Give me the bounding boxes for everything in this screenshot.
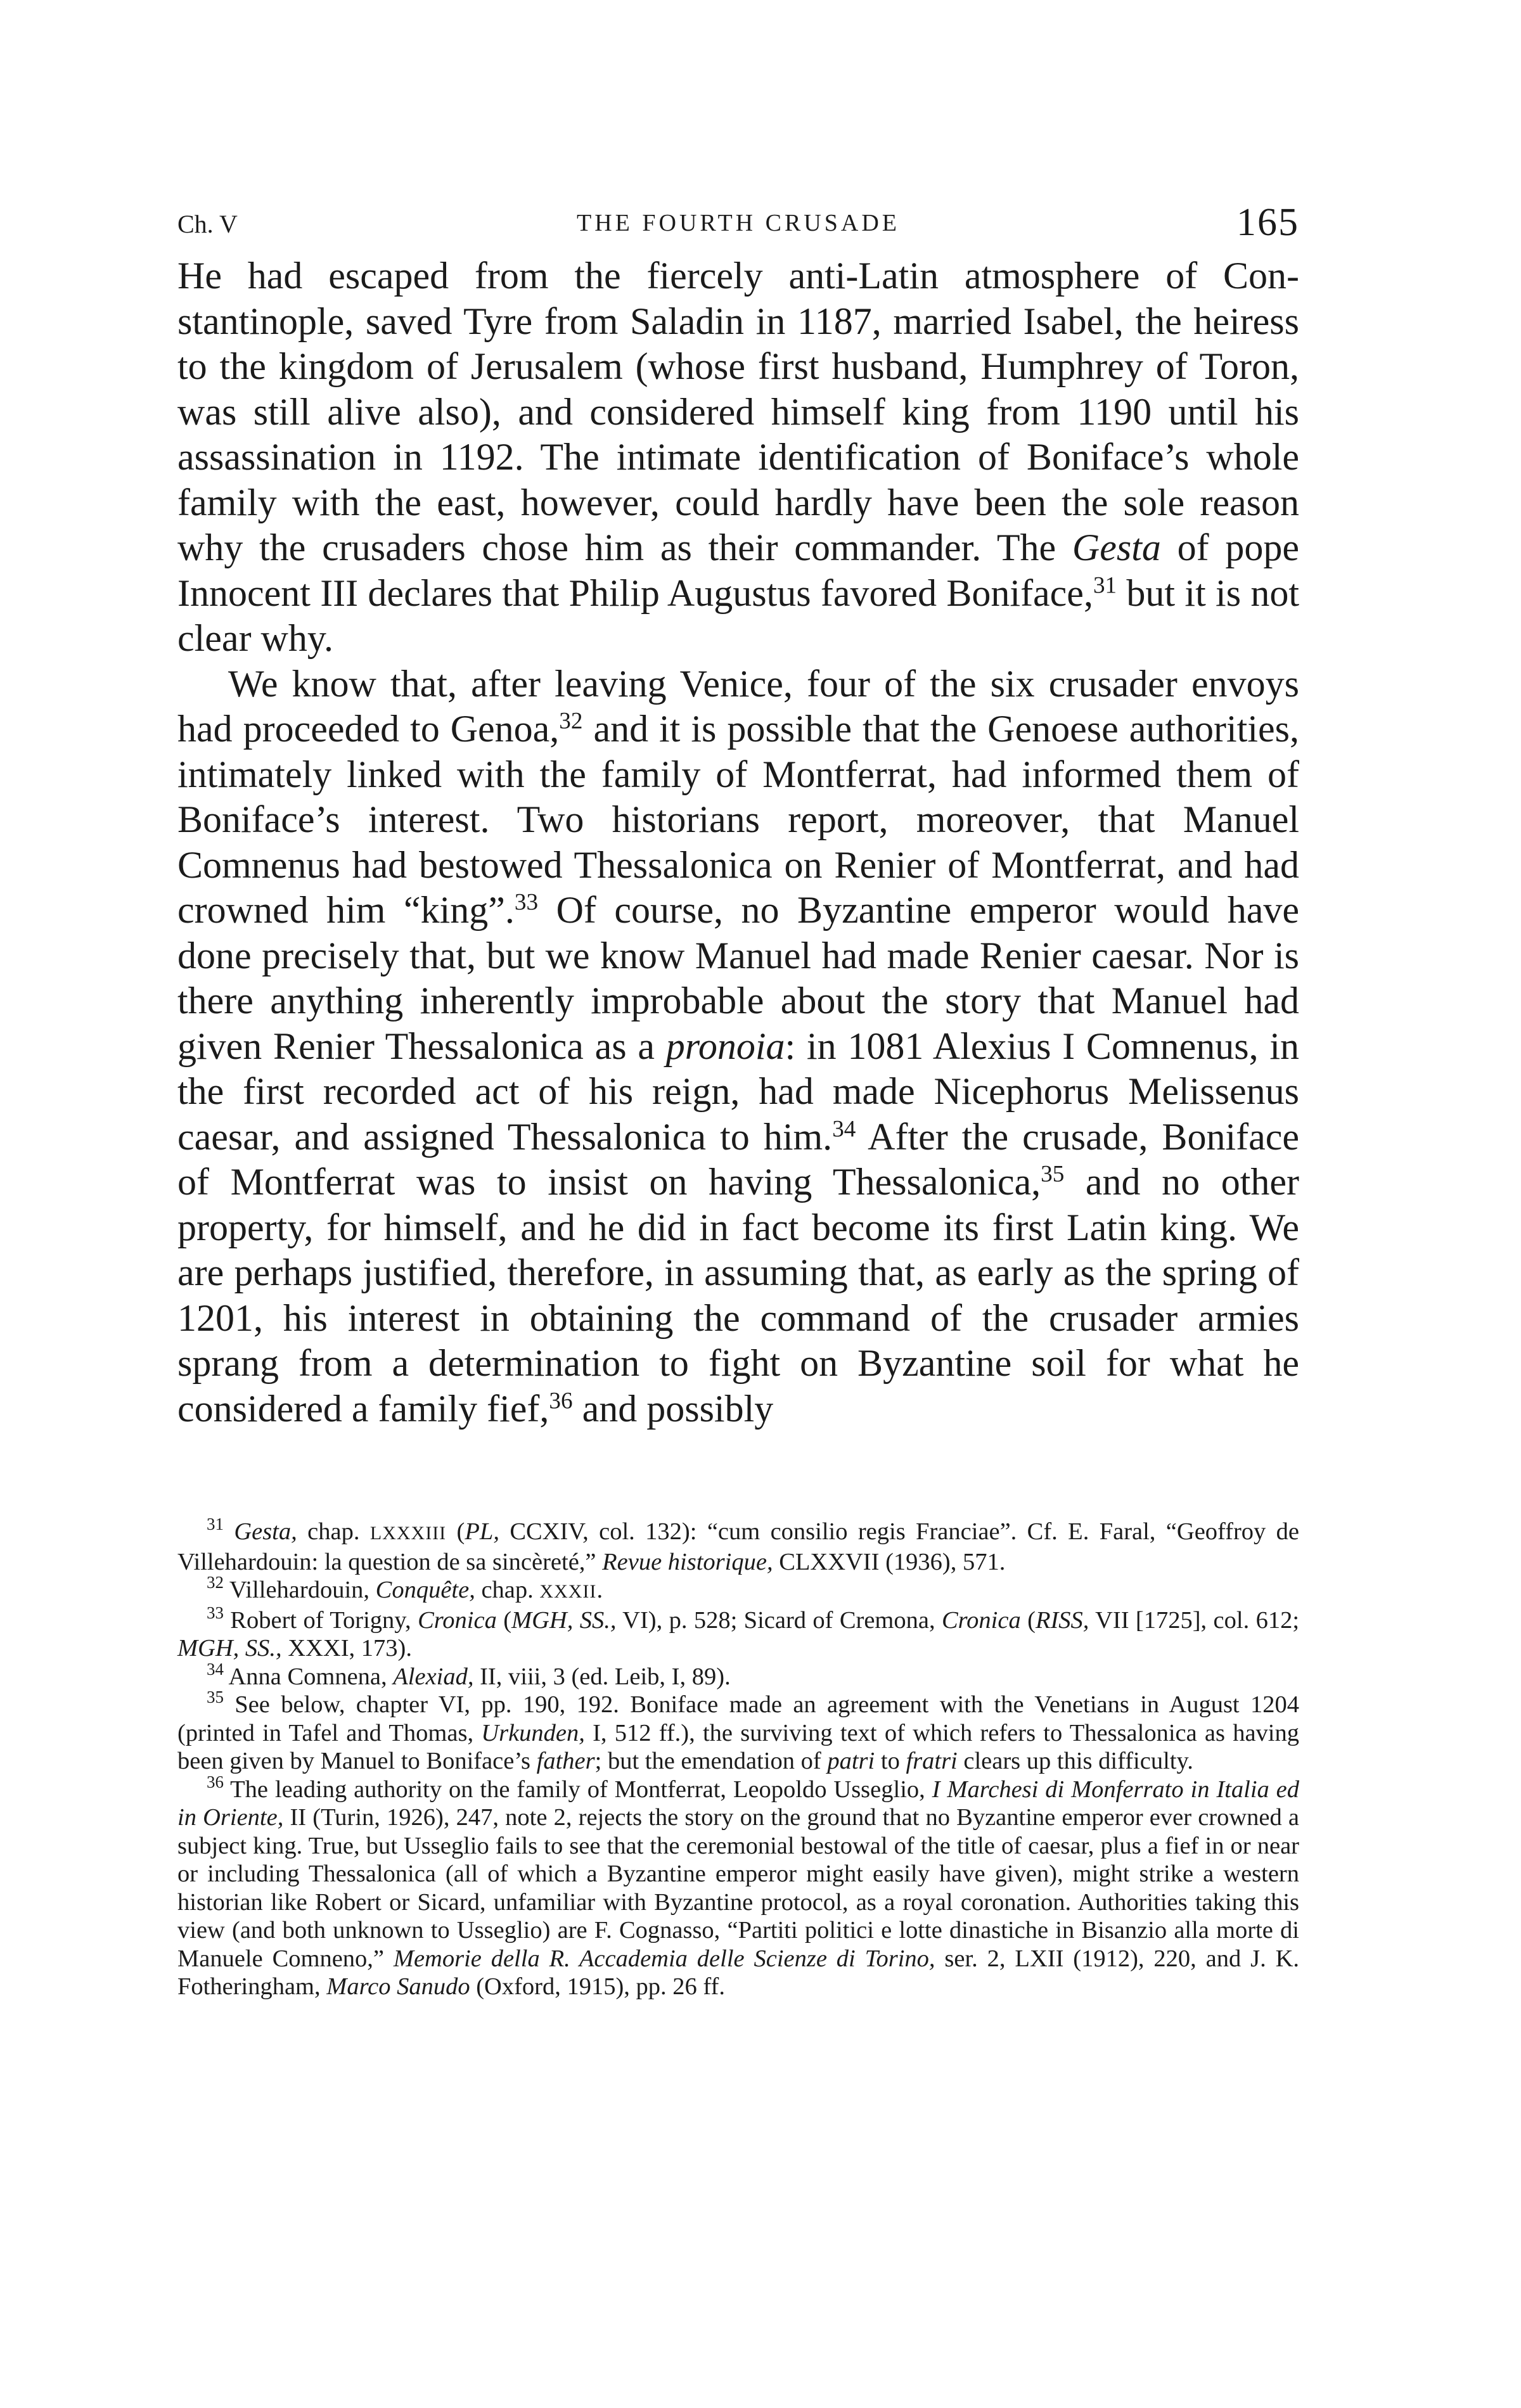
footnote-ref-34[interactable]: 34 [832,1116,856,1143]
running-head [177,201,1299,244]
running-title: THE FOURTH CRUSADE [577,210,900,236]
chapter-label: Ch. V [177,210,238,238]
footnote-ref-33[interactable]: 33 [514,889,539,916]
footnote-ref-32[interactable]: 32 [559,708,583,734]
footnote-36: $^{36}$ The leading authority on the family of Montferrat, Leopoldo Usseglio, I Marchesi di Monferrato in Italia ed in Oriente, II (Turin, 1926), 247, note 2, rejects the story on the ground that no Byzantine emperor ever crowned a subject king. True, but Usseglio fails to see that the ceremonial bestowal of the title of caesar, plus a fief in or near or including Thessalonica (all of which a Byzantine emperor might easily have given), might strike a western historian like Robert or Sicard, unfamiliar with Byzantine protocol, as a royal coronation. Authorities taking this view (and both unknown to Usseglio) are F. Cognasso, “Partiti politici e lotte dinastiche in Bisanzio alla morte di Manuele Comneno,” Memorie della R. Accademia delle Scienze di Torino, ser. 2, LXII (1912), 220, and J. K. Fotheringham, Marco Sanudo (Oxford, 1915), pp. 26 ff. [177,1772,1299,2000]
main-text [177,253,1299,1431]
footnote-33: $^{33}$ Robert of Torigny, Cronica (MGH, SS., VI), p. 528; Sicard of Cremona, Cronica (RISS, VII [1725], col. 612; MGH, SS., XXXI, 173). [177,1603,1300,1662]
paragraph-2: We know that, after leaving Venice, four of the six crusader envoys had proceeded to Genoa,$^{32}$ and it is possible that the Genoese authorities, intimately linked with the family of Montferrat, had informed them of Boniface’s interest. Two historians report, moreover, that Manuel Comnenus had bestowed Thessalonica on Renier of Montferrat, and had crowned him “king”.$^{33}$ Of course, no Byzantine emperor would have done precisely that, but we know Manuel had made Renier caesar. Nor is there anything inherently improbable about the story that Manuel had given Renier Thessalonica as a pronoia: in 1081 Alexius I Comnenus, in the first recorded act of his reign, had made Nicephorus Melissenus caesar, and assigned Thessalonica to him.$^{34}$ After the crusade, Boniface of Montferrat was to insist on having Thessalonica,$^{35}$ and no other property, for himself, and he did in fact become its first Latin king. We are perhaps justified, therefore, in assuming that, as early as the spring of 1201, his interest in obtaining the command of the crusader armies sprang from a determination to fight on Byzantine soil for what he considered a family fief,$^{36}$ and possibly [177,662,1300,1430]
footnote-ref-31[interactable]: 31 [1093,572,1117,599]
footnote-ref-35[interactable]: 35 [1041,1161,1065,1188]
page-number: 165 [1236,201,1299,244]
footnote-34: $^{34}$ Anna Comnena, Alexiad, II, viii, 3 (ed. Leib, I, 89). [207,1659,731,1690]
footnote-ref-36[interactable]: 36 [549,1388,573,1414]
footnote-31: $^{31}$ Gesta, chap. LXXXIII (PL, CCXIV, col. 132): “cum consilio regis Franciae”. Cf. E. Faral, “Geoffroy de Villehardouin: la question de sa sincèreté,” Revue historique, CLXXVII (1936), 571. [177,1515,1300,1575]
footnote-35: $^{35}$ See below, chapter VI, pp. 190, 192. Boniface made an agreement with the Venetians in August 1204 (printed in Tafel and Thomas, Urkunden, I, 512 ff.), the surviving text of which refers to Thessalonica as having been given by Manuel to Boniface’s father; but the emendation of patri to fratri clears up this difficulty. [177,1688,1300,1774]
footnotes [177,1515,1300,2001]
paragraph-1: He had escaped from the fiercely anti-Latin atmosphere of Constantinople, saved Tyre from Saladin in 1187, married Isabel, the heiress to the kingdom of Jerusalem (whose first husband, Humphrey of Toron, was still alive also), and considered himself king from 1190 until his assassination in 1192. The intimate identification of Boniface’s whole family with the east, however, could hardly have been the sole reason why the crusaders chose him as their commander. The Gesta of pope Innocent III declares that Philip Augustus favored Boniface,$^{31}$ but it is not clear why. [177,255,1300,659]
footnote-32: $^{32}$ Villehardouin, Conquête, chap. XXXII. [207,1573,603,1603]
